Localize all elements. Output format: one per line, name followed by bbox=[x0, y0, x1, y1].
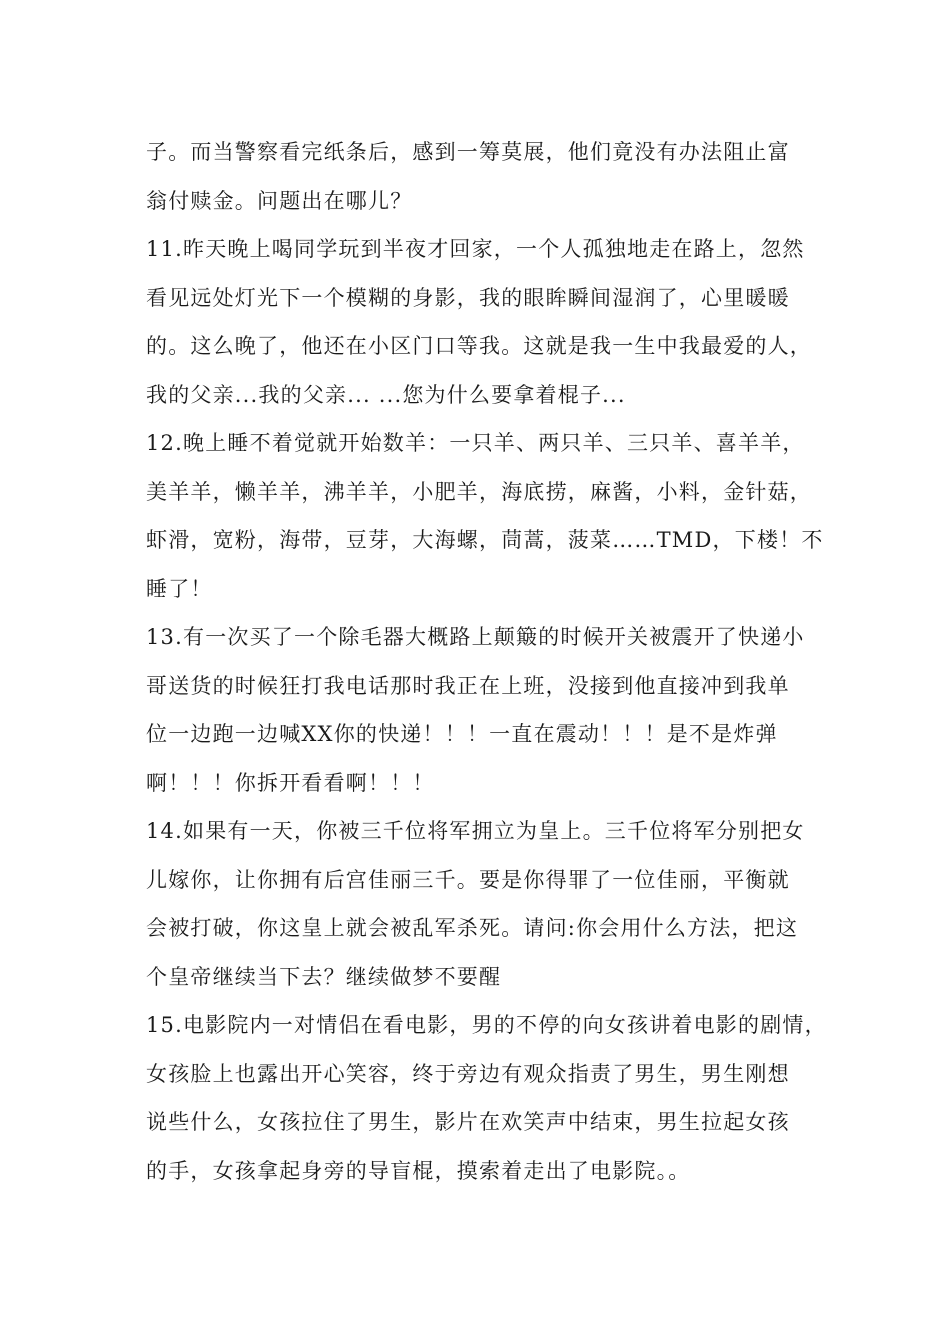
text-line: 儿嫁你，让你拥有后宫佳丽三千。要是你得罪了一位佳丽，平衡就 bbox=[146, 867, 790, 892]
text-line: 会被打破，你这皇上就会被乱军杀死。请问:你会用什么方法，把这 bbox=[146, 916, 799, 940]
text-line: 的。这么晚了，他还在小区门口等我。这就是我一生中我最爱的人， bbox=[146, 334, 812, 358]
text-line: 虾滑，宽粉，海带，豆芽，大海螺，茼蒿，菠菜……TMD，下楼！不 bbox=[146, 528, 824, 552]
text-line: 哥送货的时候狂打我电话那时我正在上班，没接到他直接冲到我单 bbox=[146, 673, 790, 698]
text-line: 翁付赎金。问题出在哪儿？ bbox=[146, 188, 413, 213]
text-line: 11.昨天晚上喝同学玩到半夜才回家，一个人孤独地走在路上，忽然 bbox=[146, 237, 805, 261]
text-line: 位一边跑一边喊XX你的快递！！！一直在震动！！！是不是炸弹 bbox=[146, 722, 778, 746]
document-body bbox=[146, 128, 827, 1195]
text-line: 12.晚上睡不着觉就开始数羊：一只羊、两只羊、三只羊、喜羊羊， bbox=[146, 431, 805, 455]
text-line: 睡了！ bbox=[146, 576, 213, 601]
text-line: 的手，女孩拿起身旁的导盲棍，摸索着走出了电影院。。 bbox=[146, 1158, 691, 1183]
text-line: 看见远处灯光下一个模糊的身影，我的眼眸瞬间湿润了，心里暖暖 bbox=[146, 285, 790, 310]
text-line: 美羊羊，懒羊羊，沸羊羊，小肥羊，海底捞，麻酱，小料，金针菇， bbox=[146, 479, 812, 504]
text-line: 15.电影院内一对情侣在看电影，男的不停的向女孩讲着电影的剧情， bbox=[146, 1013, 827, 1037]
text-line: 14.如果有一天，你被三千位将军拥立为皇上。三千位将军分别把女 bbox=[146, 819, 805, 843]
text-line: 女孩脸上也露出开心笑容，终于旁边有观众指责了男生，男生刚想 bbox=[146, 1061, 790, 1086]
text-line: 子。而当警察看完纸条后，感到一筹莫展，他们竟没有办法阻止富 bbox=[146, 140, 790, 164]
text-line: 个皇帝继续当下去？继续做梦不要醒 bbox=[146, 964, 502, 989]
text-line: 啊！！！你拆开看看啊！！！ bbox=[146, 770, 435, 795]
text-line: 13.有一次买了一个除毛器大概路上颠簸的时候开关被震开了快递小 bbox=[146, 625, 805, 649]
text-line: 说些什么，女孩拉住了男生，影片在欢笑声中结束，男生拉起女孩 bbox=[146, 1110, 790, 1134]
text-line: 我的父亲...我的父亲... ...您为什么要拿着棍子... bbox=[146, 382, 626, 407]
